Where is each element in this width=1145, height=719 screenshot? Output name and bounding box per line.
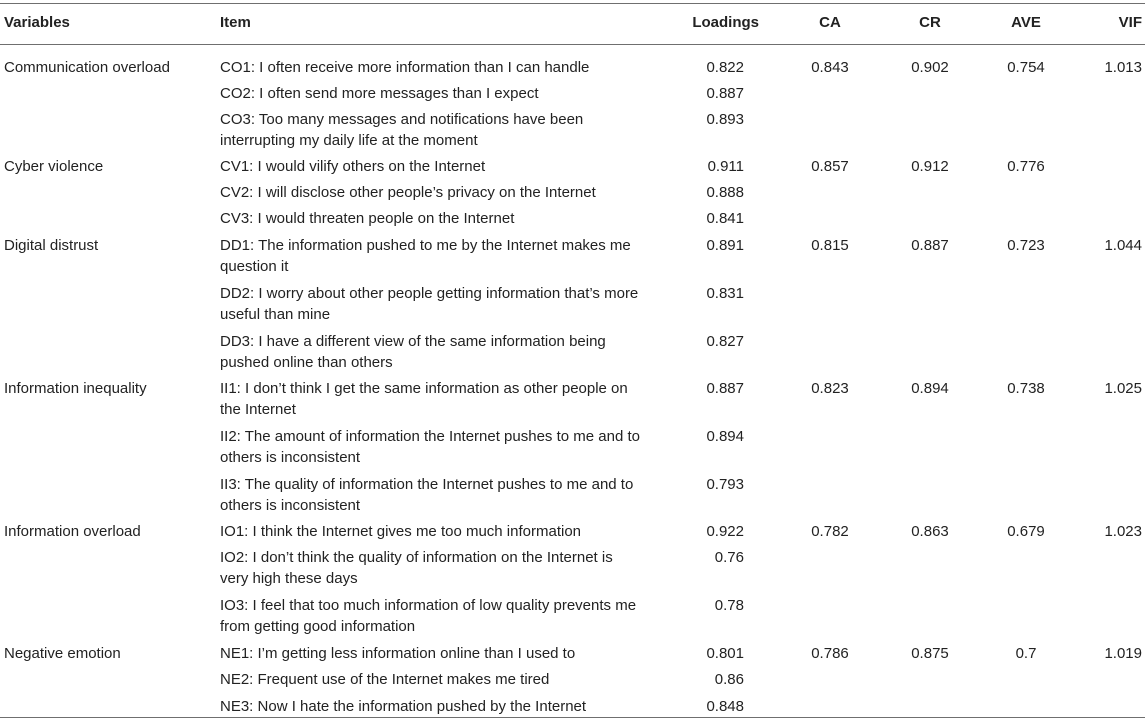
- item-text: II2: The amount of information the Internet pushes to me and to others is inconsistent: [220, 428, 640, 466]
- cr-value: 0.875: [911, 645, 949, 662]
- header-loadings: Loadings: [692, 14, 759, 31]
- loading-value: 0.827: [706, 333, 744, 350]
- item-text: NE3: Now I hate the information pushed by the Internet: [220, 698, 587, 715]
- loading-value: 0.891: [706, 237, 744, 254]
- item-text: NE2: Frequent use of the Internet makes me tired: [220, 671, 550, 688]
- ave-value: 0.754: [1007, 59, 1045, 76]
- ca-value: 0.815: [811, 237, 849, 254]
- item-text: CV2: I will disclose other people’s privacy on the Internet: [220, 184, 596, 201]
- cr-value: 0.863: [911, 523, 949, 540]
- item-text: CO2: I often send more messages than I expect: [220, 85, 539, 102]
- loading-value: 0.801: [706, 645, 744, 662]
- loading-value: 0.911: [707, 158, 744, 175]
- header-rule: [0, 44, 1145, 45]
- loading-value: 0.793: [706, 476, 744, 493]
- item-text: IO2: I don’t think the quality of information on the Internet is very high these days: [220, 549, 613, 587]
- vif-value: 1.019: [1104, 645, 1142, 662]
- item-text: CO1: I often receive more information than I can handle: [220, 59, 590, 76]
- ca-value: 0.843: [811, 59, 849, 76]
- loading-value: 0.922: [706, 523, 744, 540]
- item-text: DD3: I have a different view of the same information being pushed online than others: [220, 333, 606, 371]
- header-ave: AVE: [1011, 14, 1041, 31]
- loading-value: 0.848: [706, 698, 744, 715]
- loading-value: 0.841: [706, 210, 744, 227]
- loading-value: 0.894: [706, 428, 744, 445]
- vif-value: 1.023: [1104, 523, 1142, 540]
- item-text: II3: The quality of information the Internet pushes to me and to others is inconsistent: [220, 476, 634, 514]
- loading-value: 0.887: [706, 85, 744, 102]
- variable-name: Information inequality: [4, 380, 147, 397]
- item-text: CO3: Too many messages and notifications have been interrupting my daily life at the moment: [220, 111, 584, 149]
- item-text: DD2: I worry about other people getting information that’s more useful than mine: [220, 285, 639, 323]
- table-bottom-rule: [0, 717, 1145, 718]
- item-text: DD1: The information pushed to me by the Internet makes me question it: [220, 237, 631, 275]
- vif-value: 1.044: [1104, 237, 1142, 254]
- loading-value: 0.831: [706, 285, 744, 302]
- cr-value: 0.912: [911, 158, 949, 175]
- table-top-rule: [0, 3, 1145, 4]
- loading-value: 0.86: [714, 671, 744, 688]
- ave-value: 0.776: [1007, 158, 1045, 175]
- variable-name: Cyber violence: [4, 158, 104, 175]
- ave-value: 0.738: [1007, 380, 1045, 397]
- item-text: IO1: I think the Internet gives me too much information: [220, 523, 582, 540]
- loading-value: 0.78: [714, 597, 744, 614]
- header-vif: VIF: [1118, 14, 1142, 31]
- header-ca: CA: [819, 14, 841, 31]
- header-variables: Variables: [4, 14, 70, 31]
- variable-name: Communication overload: [4, 59, 170, 76]
- item-text: CV1: I would vilify others on the Internet: [220, 158, 486, 175]
- variable-name: Negative emotion: [4, 645, 121, 662]
- loading-value: 0.893: [706, 111, 744, 128]
- item-text: II1: I don’t think I get the same information as other people on the Internet: [220, 380, 628, 418]
- ca-value: 0.786: [811, 645, 849, 662]
- item-text: NE1: I’m getting less information online than I used to: [220, 645, 576, 662]
- header-item: Item: [220, 14, 251, 31]
- ca-value: 0.857: [811, 158, 849, 175]
- ave-value: 0.679: [1007, 523, 1045, 540]
- item-text: CV3: I would threaten people on the Internet: [220, 210, 515, 227]
- loading-value: 0.76: [714, 549, 744, 566]
- loading-value: 0.888: [706, 184, 744, 201]
- vif-value: 1.013: [1104, 59, 1142, 76]
- ave-value: 0.7: [1015, 645, 1037, 662]
- ave-value: 0.723: [1007, 237, 1045, 254]
- loading-value: 0.822: [706, 59, 744, 76]
- cr-value: 0.887: [911, 237, 949, 254]
- ca-value: 0.823: [811, 380, 849, 397]
- header-cr: CR: [919, 14, 941, 31]
- loading-value: 0.887: [706, 380, 744, 397]
- cr-value: 0.894: [911, 380, 949, 397]
- vif-value: 1.025: [1104, 380, 1142, 397]
- item-text: IO3: I feel that too much information of low quality prevents me from getting good information: [220, 597, 637, 635]
- ca-value: 0.782: [811, 523, 849, 540]
- cr-value: 0.902: [911, 59, 949, 76]
- variable-name: Digital distrust: [4, 237, 99, 254]
- variable-name: Information overload: [4, 523, 141, 540]
